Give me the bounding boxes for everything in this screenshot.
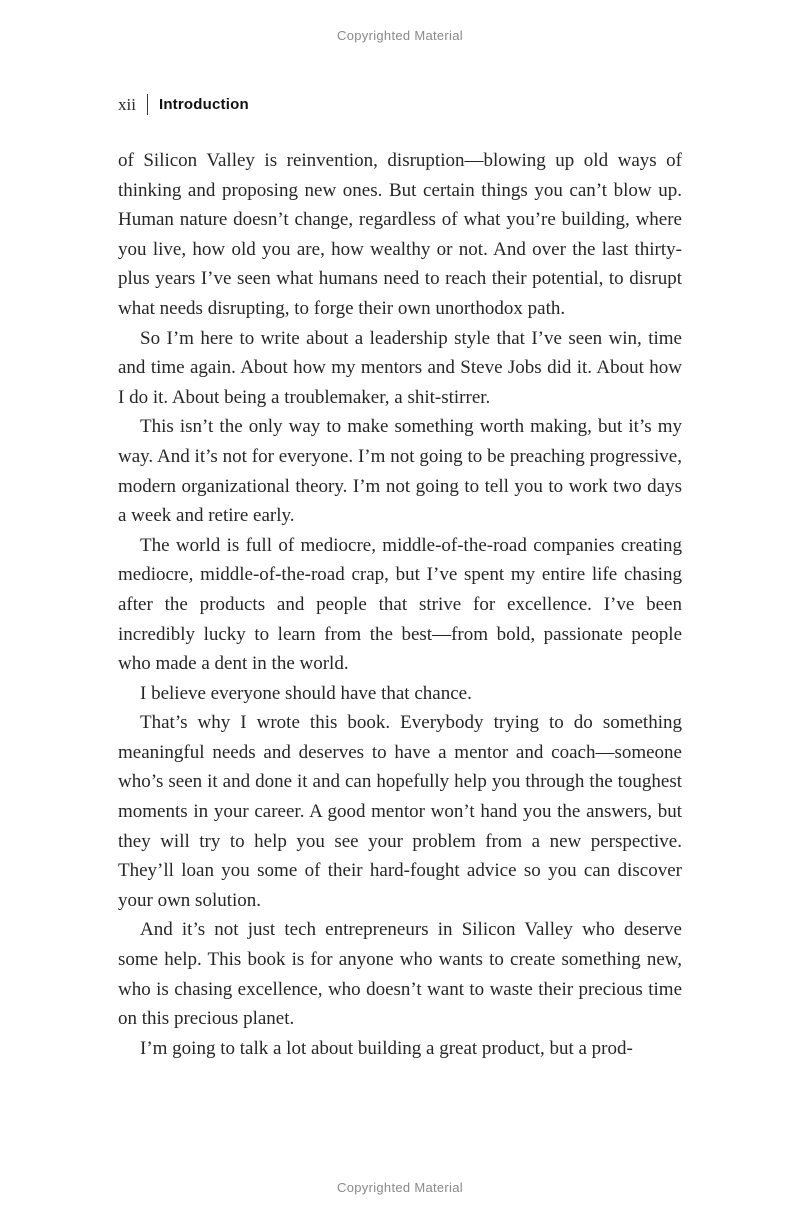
paragraph: So I’m here to write about a leadership style that I’ve seen win, time and time again. About how my mentors and Steve Jobs did it. About how I do it. About being a troublemaker, a shit-stirrer. [118, 327, 682, 408]
paragraph: This isn’t the only way to make something worth making, but it’s my way. And it’s not for everyone. I’m not going to be preaching progressive, modern organizational theory. I’m not going to tell you to work two days a week and retire early. [118, 416, 682, 527]
body-text [118, 146, 682, 1063]
page-number: xii [118, 94, 136, 114]
paragraph: And it’s not just tech entrepreneurs in Silicon Valley who deserve some help. This book is for anyone who wants to create something new, who is chasing excellence, who doesn’t want to waste their precious time on this precious planet. [118, 919, 682, 1030]
copyright-notice-top: Copyrighted Material [337, 28, 463, 43]
paragraph: That’s why I wrote this book. Everybody trying to do something meaningful needs and deserves to have a mentor and coach—someone who’s seen it and done it and can hopefully help you through the toughest moments in your career. A good mentor won’t hand you the answers, but they will try to help you see your problem from a new perspective. They’ll loan you some of their hard-fought advice so you can discover your own solution. [118, 712, 682, 911]
chapter-title: Introduction [158, 96, 249, 113]
copyright-notice-bottom: Copyrighted Material [337, 1180, 463, 1195]
running-head [118, 94, 249, 115]
header-divider [147, 94, 148, 115]
paragraph: The world is full of mediocre, middle-of-the-road companies creating mediocre, middle-of-the-road crap, but I’ve spent my entire life chasing after the products and people that strive for excellence. I’ve been incredibly lucky to learn from the best—from bold, passionate people who made a dent in the world. [118, 534, 682, 675]
paragraph: I believe everyone should have that chance. [140, 682, 472, 704]
paragraph: I’m going to talk a lot about building a great product, but a prod- [140, 1037, 633, 1059]
paragraph: of Silicon Valley is reinvention, disruption—blowing up old ways of thinking and proposing new ones. But certain things you can’t blow up. Human nature doesn’t change, regardless of what you’re building, where you live, how old you are, how wealthy or not. And over the last thirty-plus years I’ve seen what humans need to reach their potential, to disrupt what needs disrupting, to forge their own unorthodox path. [118, 150, 682, 319]
